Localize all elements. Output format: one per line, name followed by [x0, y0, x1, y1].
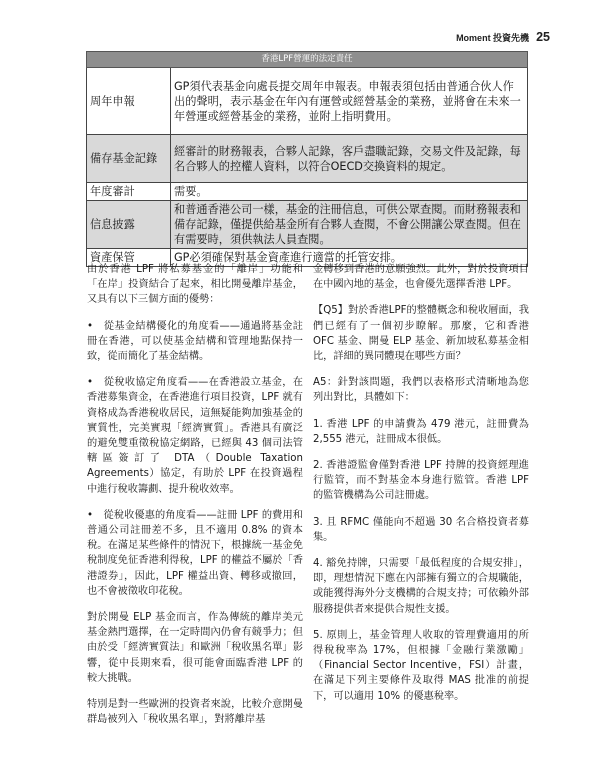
list-item: 4. 豁免持牌，只需要「最低程度的合規安排」，即，理想情況下應在內部擁有獨立的合規職能，或能獲得海外分支機構的合規支持；可依賴外部服務提供者來提供合規性支援。: [313, 558, 529, 615]
paragraph: 由於香港 LPF 將私募基金的「離岸」功能和「在岸」投資結合了起來，相比開曼離岸基金，又具有以下三個方面的優勢：: [87, 264, 303, 306]
table-row: [87, 68, 528, 135]
row-content: 經審計的財務報表，合夥人記錄，客戶盡職記錄，交易文件及記錄，每名合夥人的控權人資料，以符合OECD交換資料的規定。: [171, 135, 528, 183]
bullet-paragraph: • 從稅收協定角度看——在香港設立基金，在香港募集資金，在香港進行項目投資，LPF 就有資格成為香港稅收居民，這無疑能夠加強基金的實質性，完美實現「經濟實質」。香港具有廣泛的避免雙重徵稅協定網路，已經與 43 個司法管轄區簽訂了 DTA（Double Taxation Agreements）協定，有助於 LPF 在投資過程中進行稅收籌劃、提升稅收效率。: [87, 377, 303, 495]
row-label: 信息披露: [87, 201, 171, 249]
bullet-paragraph: • 從稅收優惠的角度看——註冊 LPF 的費用和普通公司註冊差不多，且不適用 0.8% 的資本稅。在滿足某些條件的情況下，根據統一基金免稅制度免征香港利得稅，LPF 的權益不屬於「香港證券」，因此，LPF 權益出資、轉移或撤回，也不會被徵收印花稅。: [87, 509, 303, 597]
list-item: 2. 香港證監會僅對香港 LPF 持牌的投資經理進行監管，而不對基金本身進行監管。香港 LPF 的監管機構為公司註冊處。: [313, 460, 529, 502]
row-label: 備存基金記錄: [87, 135, 171, 183]
table-row: [87, 201, 528, 249]
row-label: 年度審計: [87, 183, 171, 201]
table-row: [87, 135, 528, 183]
row-content: 需要。: [171, 183, 528, 201]
list-item: 1. 香港 LPF 的申請費為 479 港元，註冊費為 2,555 港元，註冊成本很低。: [313, 418, 529, 445]
page-number: 25: [536, 30, 550, 44]
row-label: 資產保管: [87, 249, 171, 267]
right-text-column: [313, 262, 529, 715]
legal-duties-table: [86, 51, 528, 267]
row-content: GP須代表基金向處長提交周年申報表。申報表須包括由普通合伙人作出的聲明，表示基金在年內有運營或經營基金的業務，並將會在未來一年營運或經營基金的業務，並附上指明費用。: [171, 68, 528, 135]
paragraph: 金轉移到香港的意願強烈。此外，對於投資項目在中國內地的基金，也會優先選擇香港 LPF。: [313, 264, 529, 291]
left-text-column: [87, 262, 303, 738]
section-title: Moment 投資先機: [456, 33, 530, 43]
paragraph: 特別是對一些歐洲的投資者來說，比較介意開曼群島被列入「稅收黑名單」，對將離岸基: [87, 699, 303, 726]
answer-paragraph: A5：針對該問題，我們以表格形式清晰地為您列出對比，具體如下：: [313, 377, 529, 404]
page-header: [456, 30, 550, 44]
row-content: 和普通香港公司一樣，基金的注冊信息，可供公眾查閱。而財務報表和備存記錄，僅提供給基金所有合夥人查閱，不會公開讓公眾查閱。但在有需要時，須供執法人員查閱。: [171, 201, 528, 249]
question-paragraph: 【Q5】對於香港LPF的整體概念和稅收層面，我們已經有了一個初步瞭解。那麼，它和香港 OFC 基金、開曼 ELP 基金、新加坡私募基金相比，詳細的異同體現在哪些方面？: [313, 305, 529, 363]
paragraph: 對於開曼 ELP 基金而言，作為傳統的離岸美元基金熱門選擇，在一定時間內仍會有競爭力；但由於受「經濟實質法」和歐洲「稅收黑名單」影響，從中長期來看，很可能會面臨香港 LPF 的較大挑戰。: [87, 612, 303, 684]
table-row: [87, 183, 528, 201]
row-content: GP必須確保對基金資產進行適當的托管安排。: [171, 249, 528, 267]
list-item: 3. 且 RFMC 僅能向不超過 30 名合格投資者募集。: [313, 516, 529, 543]
list-item: 5. 原則上，基金管理人收取的管理費適用的所得稅稅率為 17%，但根據「金融行業激勵」（Financial Sector Incentive，FSI）計畫，在滿足下列主要條件及取得 MAS 批准的前提下，可以適用 10% 的優惠稅率。: [313, 629, 529, 702]
bullet-paragraph: • 從基金結構優化的角度看——通過將基金註冊在香港，可以使基金結構和管理地點保持一致，從而簡化了基金結構。: [87, 320, 303, 363]
table-title: 香港LPF營運的法定責任: [87, 52, 528, 68]
row-label: 周年申報: [87, 68, 171, 135]
